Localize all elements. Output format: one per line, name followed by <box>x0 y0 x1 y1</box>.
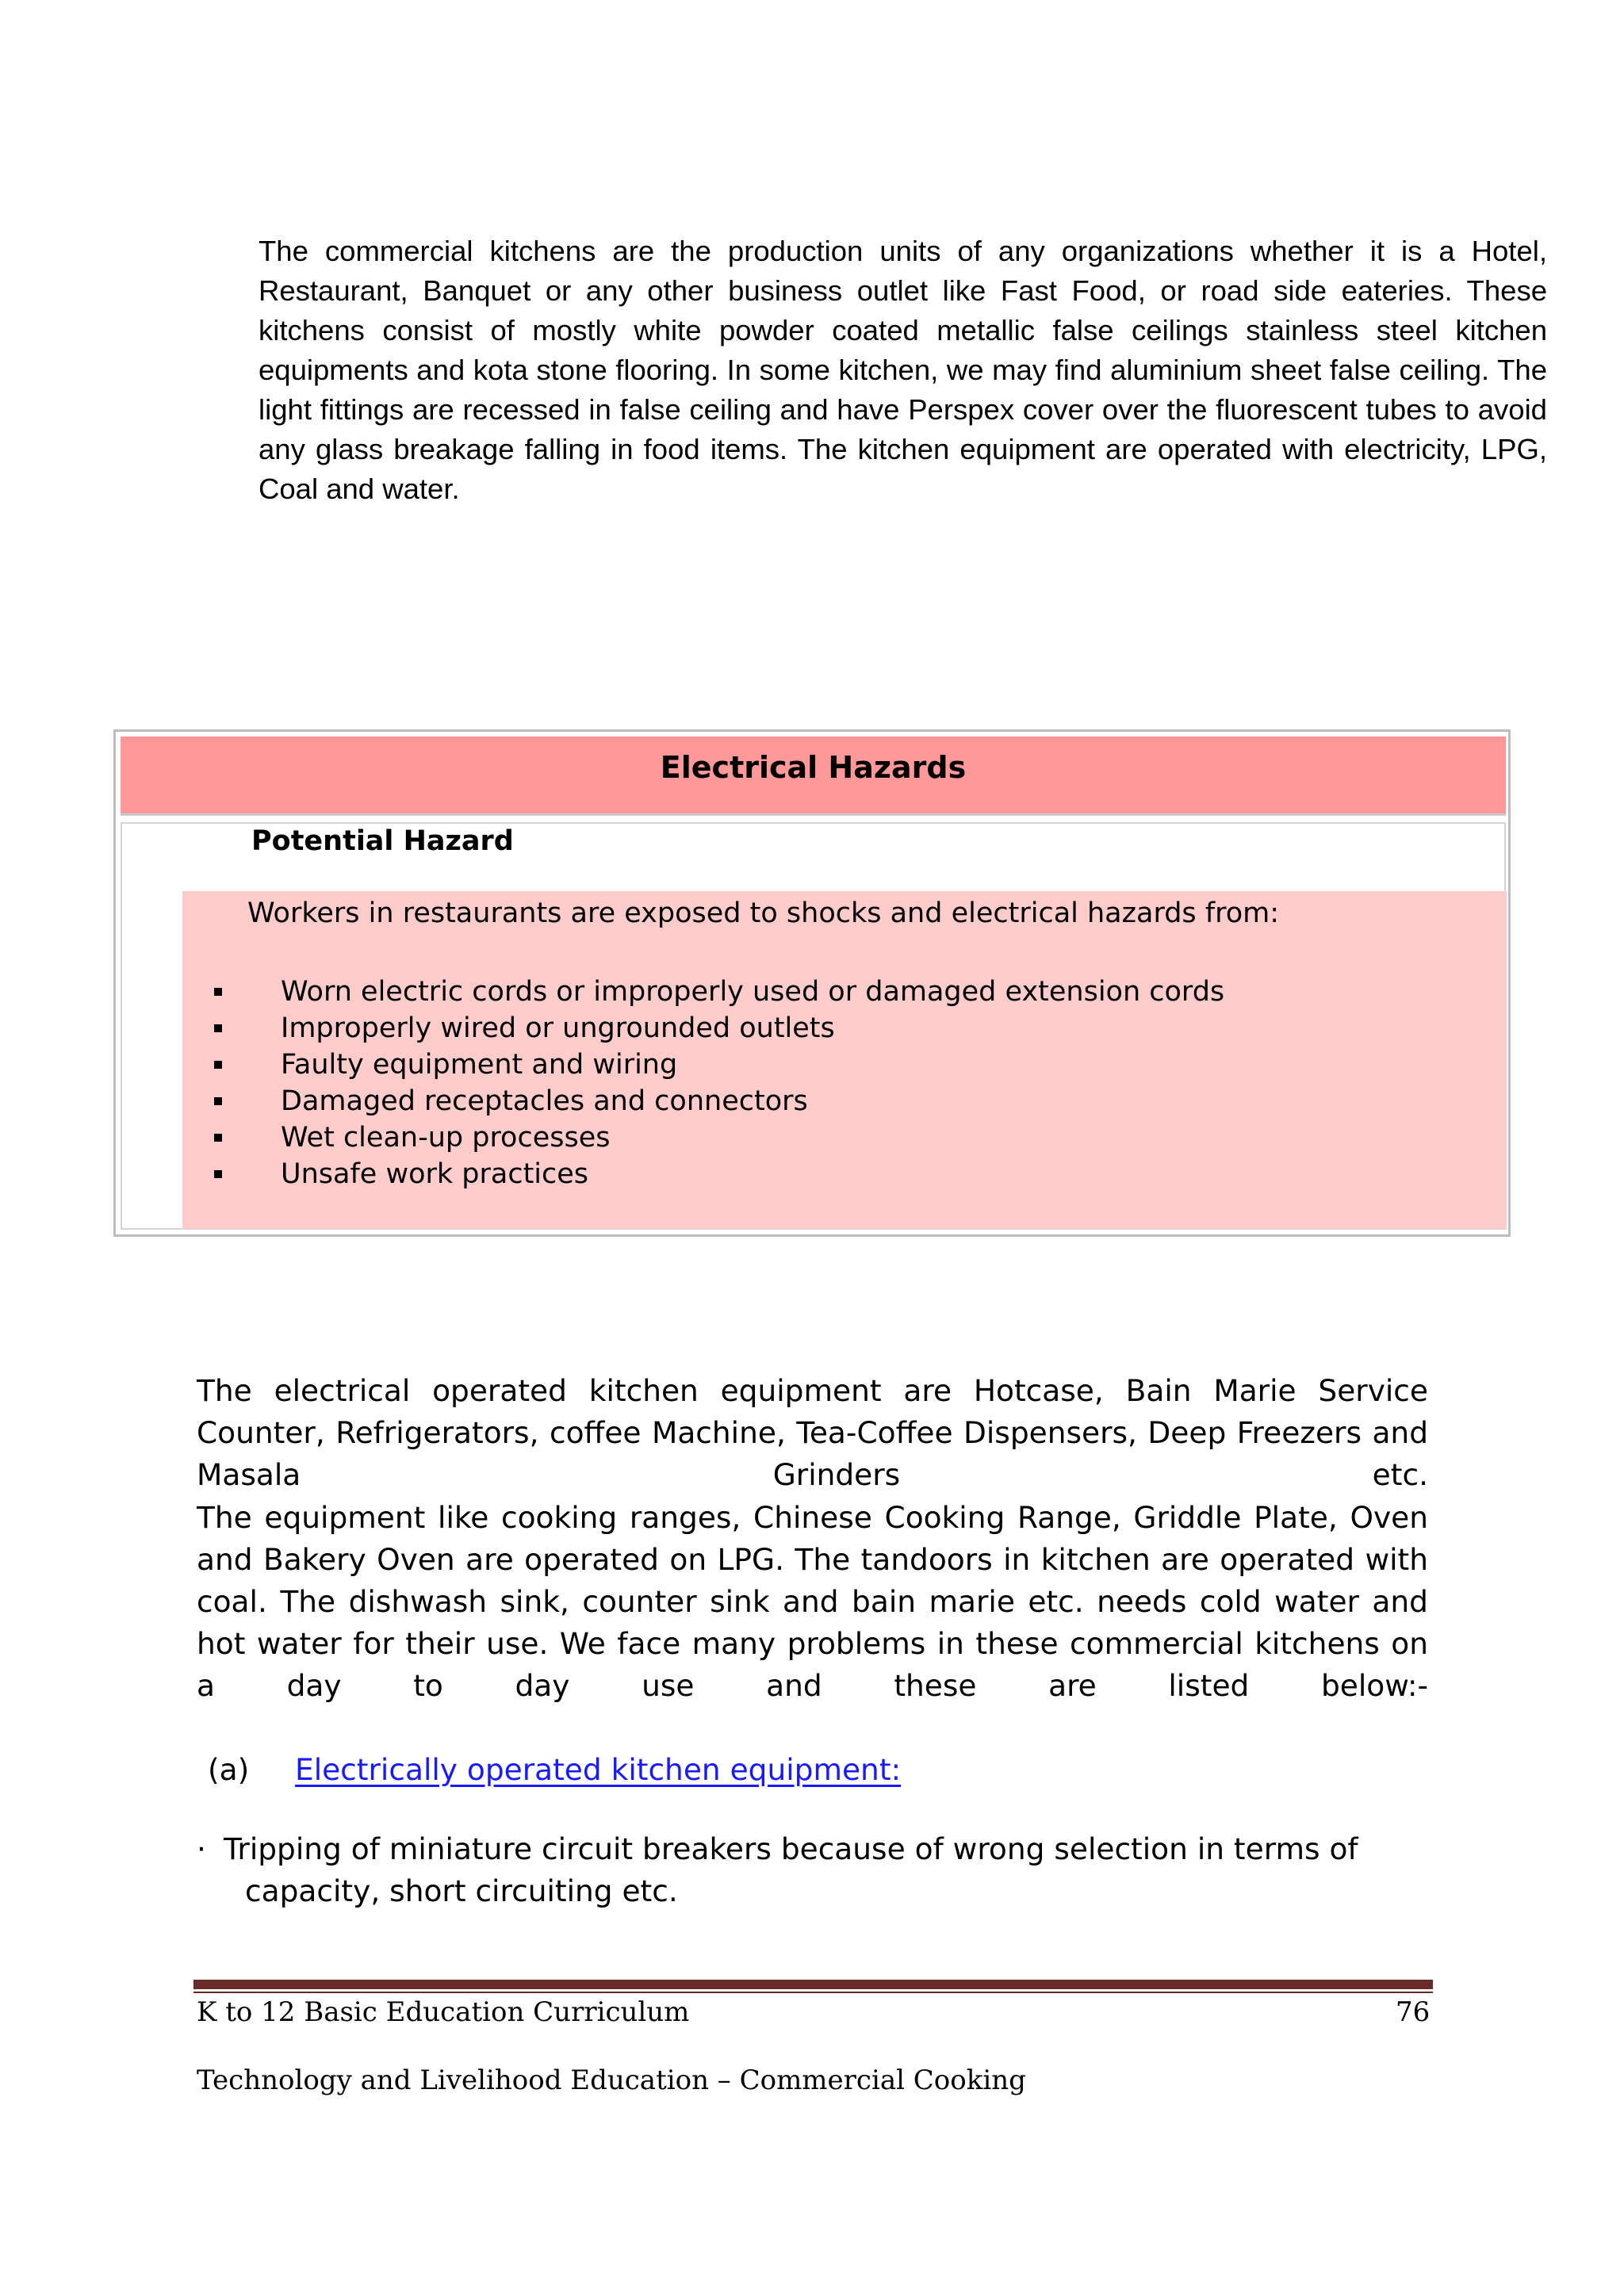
hazard-title-row <box>121 737 1506 816</box>
square-bullet-icon <box>214 1024 222 1032</box>
square-bullet-icon <box>214 1061 222 1069</box>
list-item-text: Improperly wired or ungrounded outlets <box>281 1012 835 1044</box>
electrical-equipment-paragraph: The electrical operated kitchen equipment are Hotcase, Bain Marie Service Counter, Refrigerators, coffee Machine, Tea-Coffee Dispensers, Deep Freezers and Masala Grinders etc. <box>197 1373 1428 1492</box>
potential-hazard-heading: Potential Hazard <box>251 825 514 857</box>
page-number: 76 <box>1396 1996 1431 2028</box>
list-item <box>214 1010 1224 1047</box>
section-a-heading <box>208 1749 901 1791</box>
footer-rule-thin <box>193 1992 1433 1993</box>
square-bullet-icon <box>214 1134 222 1142</box>
tripping-line-2: capacity, short circuiting etc. <box>245 1873 678 1908</box>
middle-dot-bullet-icon: · <box>197 1831 206 1866</box>
hazard-description-panel <box>182 891 1507 1229</box>
electrically-operated-equipment-link[interactable]: Electrically operated kitchen equipment: <box>295 1752 902 1787</box>
list-item <box>214 974 1224 1010</box>
tripping-line-1: Tripping of miniature circuit breakers because of wrong selection in terms of <box>224 1831 1358 1866</box>
list-item <box>214 1047 1224 1083</box>
list-item-text: Worn electric cords or improperly used or damaged extension cords <box>281 976 1225 1008</box>
list-item-text: Wet clean-up processes <box>281 1122 611 1154</box>
square-bullet-icon <box>214 988 222 996</box>
tripping-bullet-item <box>197 1828 1428 1912</box>
list-item-text: Unsafe work practices <box>281 1158 589 1190</box>
list-item <box>214 1083 1224 1119</box>
list-item-text: Faulty equipment and wiring <box>281 1049 678 1081</box>
hazard-list <box>214 974 1224 1192</box>
electrical-hazards-box <box>113 729 1511 1237</box>
square-bullet-icon <box>214 1170 222 1178</box>
list-item <box>214 1156 1224 1192</box>
list-item <box>214 1119 1224 1156</box>
footer-curriculum-label: K to 12 Basic Education Curriculum <box>197 1996 690 2028</box>
hazard-title: Electrical Hazards <box>660 750 967 785</box>
intro-paragraph: The commercial kitchens are the production units of any organizations whether it is a Hotel, Restaurant, Banquet or any other business outlet like Fast Food, or road side eateries. These kitchens consist of mostly white powder coated metallic false ceilings stainless steel kitchen equipments and kota stone flooring. In some kitchen, we may find aluminium sheet false ceiling. The light fittings are recessed in false ceiling and have Perspex cover over the fluorescent tubes to avoid any glass breakage falling in food items. The kitchen equipment are operated with electricity, LPG, Coal and water. <box>259 235 1547 505</box>
square-bullet-icon <box>214 1097 222 1105</box>
hazard-intro-text: Workers in restaurants are exposed to shocks and electrical hazards from: <box>247 897 1280 929</box>
footer-subject-label: Technology and Livelihood Education – Commercial Cooking <box>197 2064 1026 2096</box>
lpg-equipment-paragraph: The equipment like cooking ranges, Chinese Cooking Range, Griddle Plate, Oven and Bakery Oven are operated on LPG. The tandoors in kitchen are operated with coal. The dishwash sink, counter sink and bain marie etc. needs cold water and hot water for their use. We face many problems in these commercial kitchens on a day to day use and these are listed below:- <box>197 1500 1428 1703</box>
footer-rule-thick <box>193 1980 1433 1989</box>
section-a-label: (a) <box>208 1752 250 1787</box>
list-item-text: Damaged receptacles and connectors <box>281 1085 808 1117</box>
